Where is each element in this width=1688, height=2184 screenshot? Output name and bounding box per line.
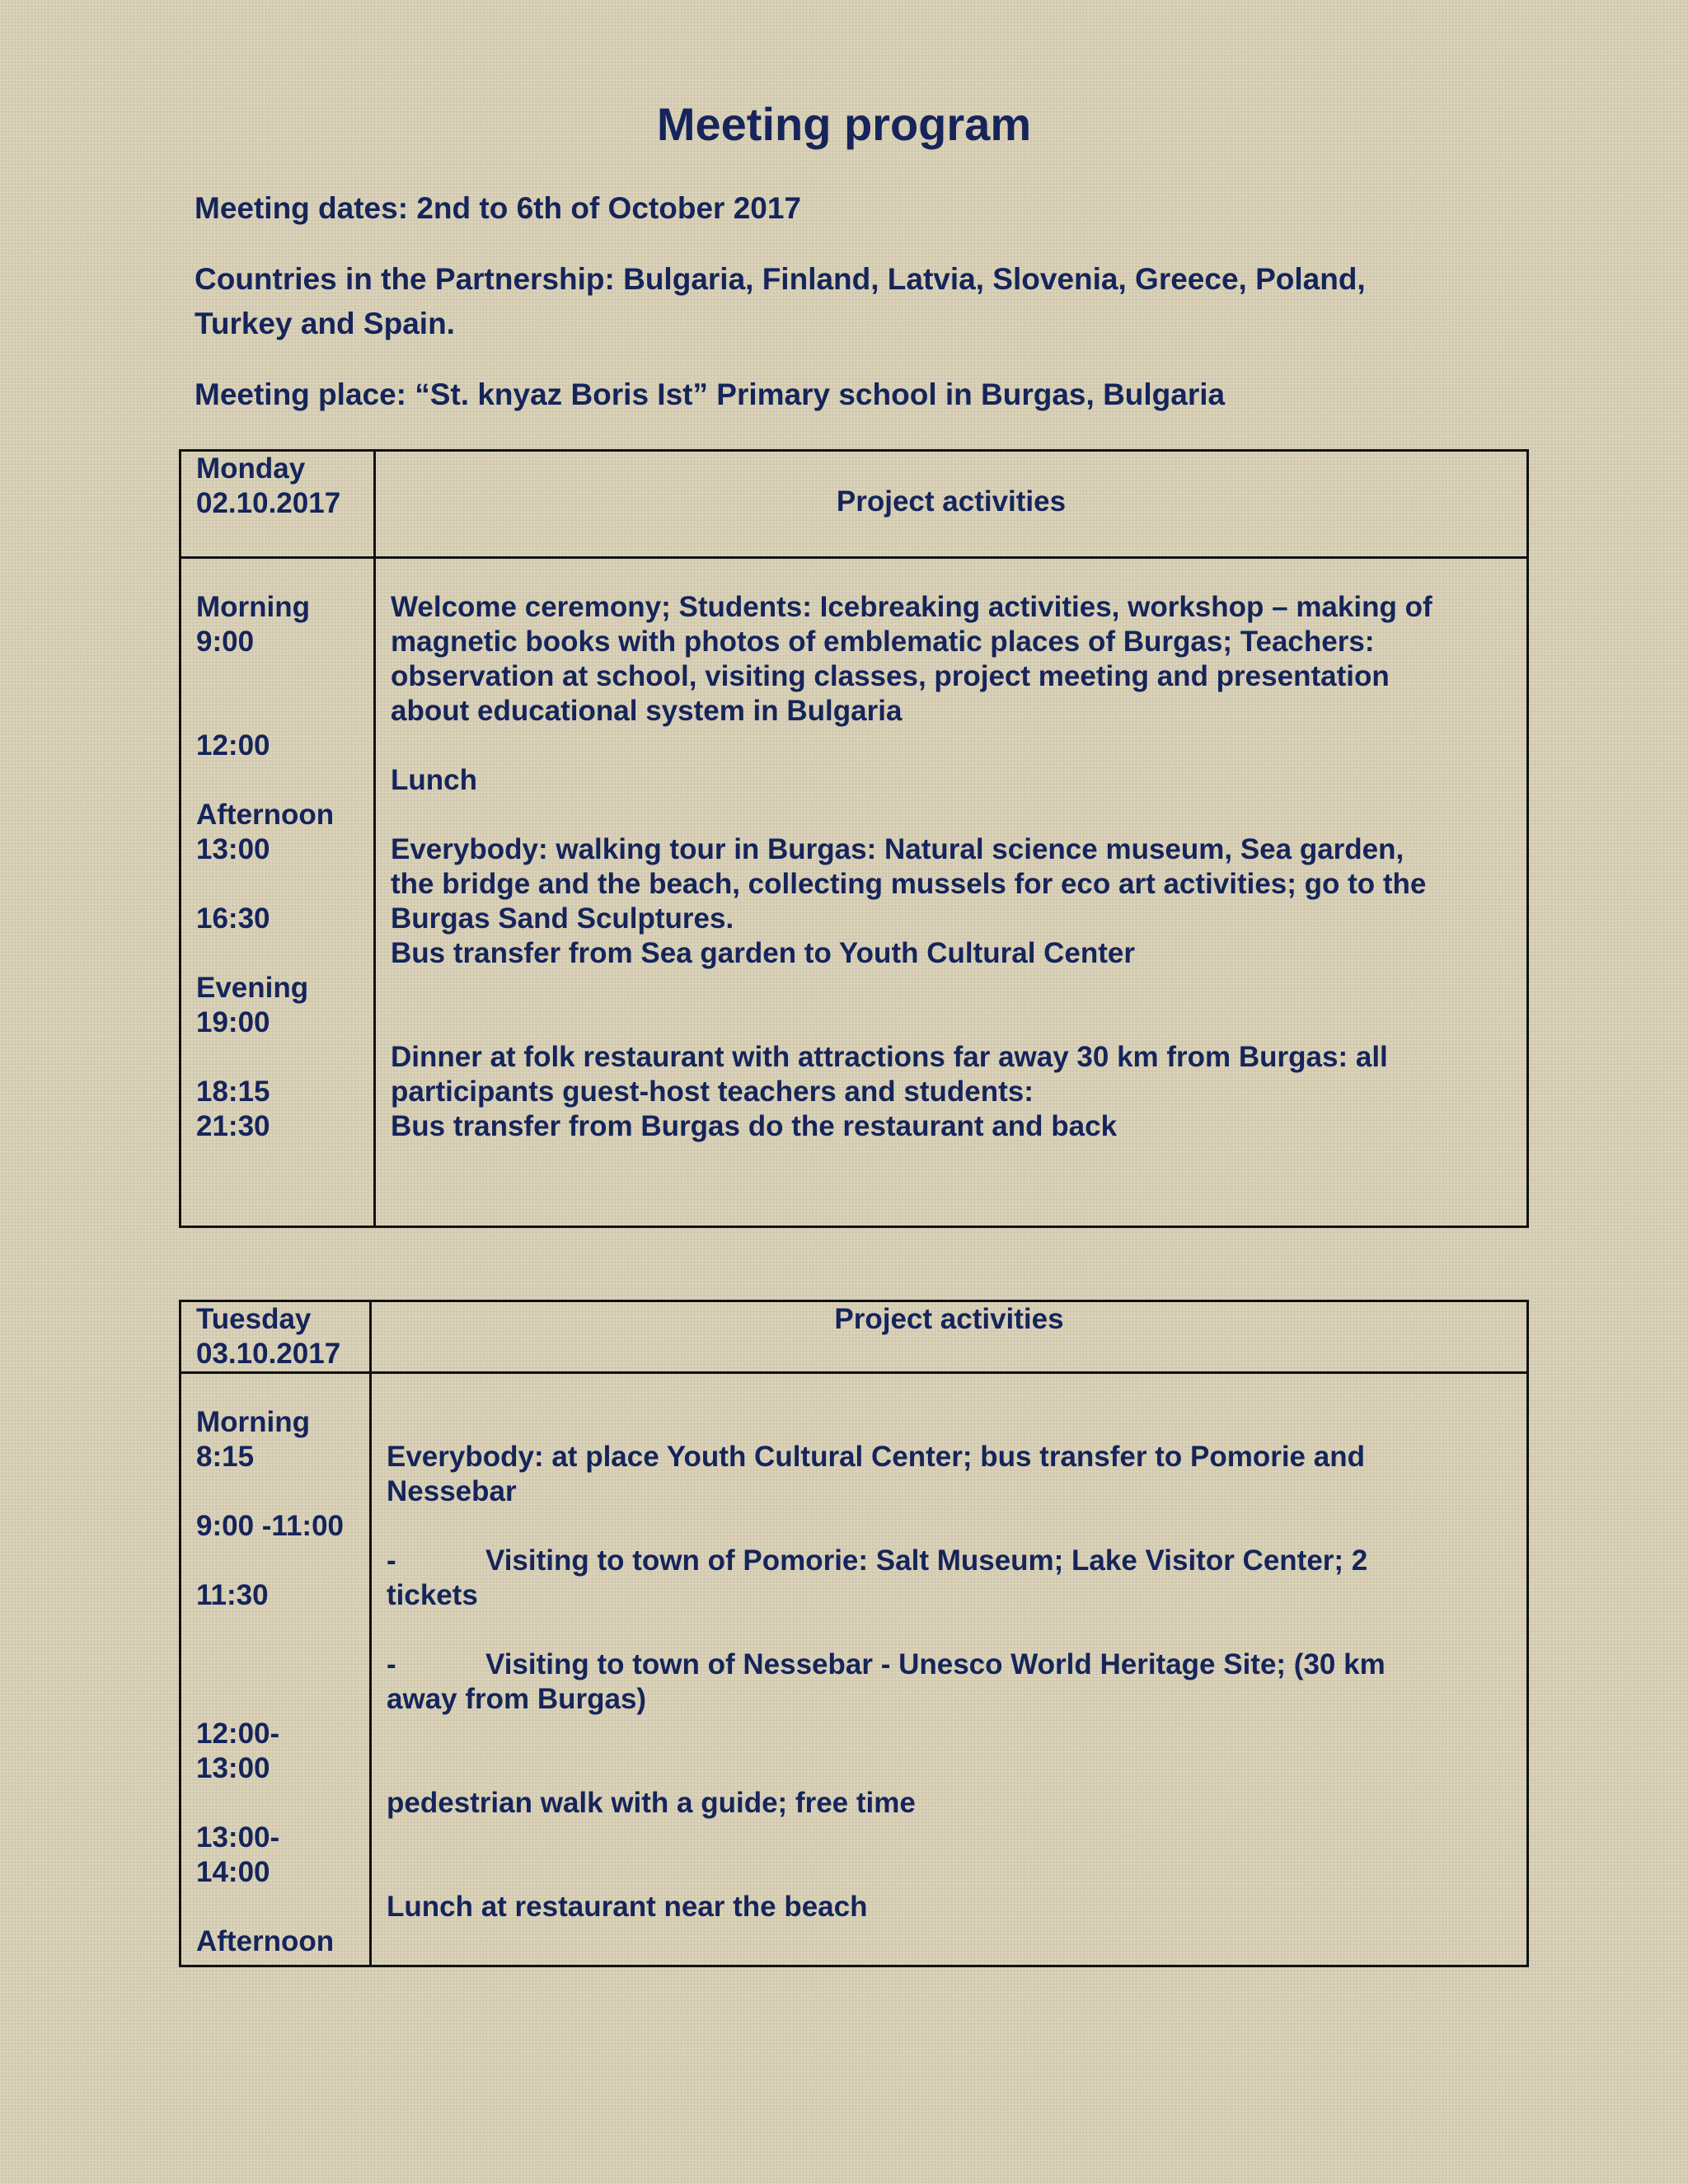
activity-line: Everybody: at place Youth Cultural Center; bus transfer to Pomorie and <box>387 1441 1365 1473</box>
activity-line: participants guest-host teachers and students: <box>391 1076 1034 1108</box>
time-label: Morning <box>196 591 311 623</box>
activity-line: Lunch at restaurant near the beach <box>387 1891 868 1923</box>
activity-line: Visiting to town of Pomorie: Salt Museum; Lake Visitor Center; 2 <box>485 1544 1368 1577</box>
activity-line: Burgas Sand Sculptures. <box>391 902 734 935</box>
time-label: 16:30 <box>196 902 270 935</box>
activity-line: tickets <box>387 1579 478 1611</box>
monday-activities-cell <box>375 558 1528 1227</box>
time-label: Morning <box>196 1406 311 1438</box>
time-label: 12:00- <box>196 1718 280 1750</box>
tuesday-day: Tuesday <box>196 1303 312 1335</box>
time-label: 18:15 <box>196 1076 270 1108</box>
time-label: 11:30 <box>196 1579 269 1611</box>
activity-line: Welcome ceremony; Students: Icebreaking activities, workshop – making of <box>391 591 1432 623</box>
page-title: Meeting program <box>656 98 1032 150</box>
time-label: 9:00 -11:00 <box>196 1510 345 1542</box>
monday-body-row <box>181 558 1528 1227</box>
time-label: 21:30 <box>196 1110 270 1142</box>
activity-line: Nessebar <box>387 1475 517 1507</box>
monday-day: Monday <box>196 452 306 485</box>
activity-line: Lunch <box>391 764 477 796</box>
time-label: Evening <box>196 972 309 1004</box>
bullet-dash: - <box>387 1544 396 1577</box>
tuesday-body-row <box>181 1373 1528 1966</box>
pomorie-item <box>387 1544 1512 1578</box>
activity-line: Bus transfer from Burgas do the restaurant and back <box>391 1110 1118 1142</box>
bullet-dash: - <box>387 1648 396 1680</box>
activity-line: magnetic books with photos of emblematic places of Burgas; Teachers: <box>391 626 1375 658</box>
tuesday-activities-cell <box>371 1373 1528 1966</box>
monday-header-row <box>181 451 1528 558</box>
time-label: 12:00 <box>196 729 270 762</box>
time-label: 14:00 <box>196 1856 270 1888</box>
activity-line: Dinner at folk restaurant with attractions far away 30 km from Burgas: all <box>391 1041 1388 1073</box>
tuesday-header-row <box>181 1301 1528 1373</box>
tuesday-activities-header-cell <box>371 1301 1528 1373</box>
monday-activities-header: Project activities <box>836 485 1067 518</box>
monday-activities-header-cell <box>375 451 1528 558</box>
tuesday-day-cell <box>181 1301 371 1373</box>
activity-line: away from Burgas) <box>387 1683 647 1715</box>
tuesday-date: 03.10.2017 <box>196 1338 341 1370</box>
countries-line-1: Countries in the Partnership: Bulgaria, Finland, Latvia, Slovenia, Greece, Poland, <box>195 262 1366 296</box>
tuesday-times-cell <box>181 1373 371 1966</box>
monday-times-cell <box>181 558 375 1227</box>
countries-line-2: Turkey and Spain. <box>195 307 455 340</box>
time-label: 13:00- <box>196 1821 280 1854</box>
meeting-place: Meeting place: “St. knyaz Boris Ist” Primary school in Burgas, Bulgaria <box>195 377 1226 411</box>
time-label: 19:00 <box>196 1006 270 1038</box>
activity-line: about educational system in Bulgaria <box>391 695 903 727</box>
nessebar-item <box>387 1647 1512 1682</box>
time-label: Afternoon <box>196 799 335 831</box>
time-label: 8:15 <box>196 1441 255 1473</box>
monday-date: 02.10.2017 <box>196 487 341 519</box>
activity-line: Everybody: walking tour in Burgas: Natural science museum, Sea garden, <box>391 833 1404 865</box>
time-label: 13:00 <box>196 1752 270 1784</box>
activity-line: pedestrian walk with a guide; free time <box>387 1787 916 1819</box>
monday-day-cell <box>181 451 375 558</box>
time-label: 13:00 <box>196 833 270 865</box>
time-label: 9:00 <box>196 626 255 658</box>
activity-line: the bridge and the beach, collecting mussels for eco art activities; go to the <box>391 868 1427 900</box>
meeting-dates: Meeting dates: 2nd to 6th of October 2017 <box>195 191 802 225</box>
tuesday-schedule-table <box>179 1300 1529 1967</box>
tuesday-activities-header: Project activities <box>834 1303 1064 1335</box>
monday-schedule-table <box>179 449 1529 1228</box>
activity-line: Bus transfer from Sea garden to Youth Cultural Center <box>391 937 1136 969</box>
activity-line: Visiting to town of Nessebar - Unesco World Heritage Site; (30 km <box>485 1648 1386 1680</box>
time-label: Afternoon <box>196 1925 335 1957</box>
activity-line: observation at school, visiting classes, project meeting and presentation <box>391 660 1390 692</box>
